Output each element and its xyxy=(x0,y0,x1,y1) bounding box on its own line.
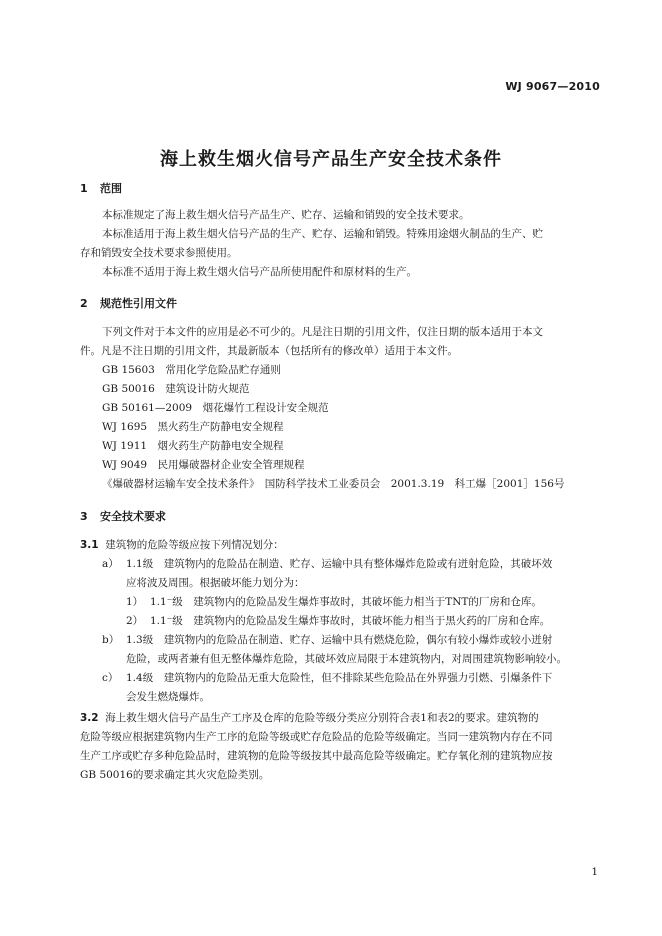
clause-3-1 xyxy=(80,536,284,555)
references-intro-line-2: 件。凡是不注日期的引用文件，其最新版本（包括所有的修改单）适用于本文件。 xyxy=(80,345,458,357)
section-1-title: 范围 xyxy=(100,182,122,195)
reference-item: WJ 9049 民用爆破器材企业安全管理规程 xyxy=(102,459,305,471)
section-1-number: 1 xyxy=(80,182,88,195)
references-intro-line-1: 下列文件对于本文件的应用是必不可少的。凡是注日期的引用文件，仅注日期的版本适用于本文 xyxy=(102,326,543,338)
item-a1-text: 1.1⁻级 建筑物内的危险品发生爆炸事故时，其破坏能力相当于TNT的厂房和仓库。 xyxy=(150,596,542,608)
item-a2-label: 2） xyxy=(126,615,144,627)
item-a-line-1: 1.1级 建筑物内的危险品在制造、贮存、运输中具有整体爆炸危险或有迸射危险，其破坏效 xyxy=(126,558,553,570)
item-b-line-1: 1.3级 建筑物内的危险品在制造、贮存、运输中具有燃烧危险，偶尔有较小爆炸或较小迸射 xyxy=(126,634,553,646)
clause-3-2-line-4: GB 50016的要求确定其火灾危险类别。 xyxy=(80,769,270,781)
reference-item: WJ 1911 烟火药生产防静电安全规程 xyxy=(102,440,284,452)
document-title: 海上救生烟火信号产品生产安全技术条件 xyxy=(160,149,502,170)
clause-3-2-line-3: 生产工序或贮存多种危险品时，建筑物的危险等级按其中最高危险等级确定。贮存氧化剂的建筑物应按 xyxy=(80,750,553,762)
reference-item: GB 50016 建筑设计防火规范 xyxy=(102,383,250,395)
section-3-title: 安全技术要求 xyxy=(100,510,166,523)
item-a2-text: 1.1⁻级 建筑物内的危险品发生爆炸事故时，其破坏能力相当于黑火药的厂房和仓库。 xyxy=(150,615,551,627)
section-2-heading xyxy=(80,295,177,311)
item-b-line-2: 危险，或两者兼有但无整体爆炸危险，其破坏效应局限于本建筑物内，对周围建筑物影响较小。 xyxy=(126,653,567,665)
standard-number: WJ 9067—2010 xyxy=(505,80,600,93)
item-c-label: c） xyxy=(102,672,119,684)
clause-3-2-number: 3.2 xyxy=(80,712,99,724)
clause-3-2-line-1 xyxy=(80,709,539,728)
section-1-heading xyxy=(80,180,122,196)
clause-3-1-number: 3.1 xyxy=(80,539,99,551)
section-3-number: 3 xyxy=(80,510,88,523)
reference-item: GB 50161—2009 烟花爆竹工程设计安全规范 xyxy=(102,402,329,414)
scope-paragraph-2-line-1: 本标准适用于海上救生烟火信号产品的生产、贮存、运输和销毁。特殊用途烟火制品的生产、贮 xyxy=(102,228,543,240)
item-a-label: a） xyxy=(102,558,119,570)
scope-paragraph-2-line-2: 存和销毁安全技术要求参照使用。 xyxy=(80,247,238,259)
reference-item: 《爆破器材运输车安全技术条件》 国防科学技术工业委员会 2001.3.19 科工爆［2001］156号 xyxy=(102,478,565,490)
reference-item: GB 15603 常用化学危险品贮存通则 xyxy=(102,364,281,376)
item-c-line-2: 会发生燃烧爆炸。 xyxy=(126,691,210,703)
section-3-heading xyxy=(80,508,166,524)
page-number: 1 xyxy=(591,866,598,878)
scope-paragraph-3: 本标准不适用于海上救生烟火信号产品所使用配件和原材料的生产。 xyxy=(102,266,417,278)
item-c-line-1: 1.4级 建筑物内的危险品无重大危险性，但不排除某些危险品在外界强力引燃、引爆条件下 xyxy=(126,672,553,684)
reference-item: WJ 1695 黑火药生产防静电安全规程 xyxy=(102,421,284,433)
clause-3-1-text: 建筑物的危险等级应按下列情况划分： xyxy=(105,539,284,551)
scope-paragraph-1: 本标准规定了海上救生烟火信号产品生产、贮存、运输和销毁的安全技术要求。 xyxy=(102,209,470,221)
clause-3-2-line-2: 危险等级应根据建筑物内生产工序的危险等级或贮存危险品的危险等级确定。当同一建筑物内存在不同 xyxy=(80,731,553,743)
clause-3-2-text: 海上救生烟火信号产品生产工序及仓库的危险等级分类应分别符合表1和表2的要求。建筑物的 xyxy=(105,712,539,724)
section-2-number: 2 xyxy=(80,297,88,310)
item-a-line-2: 应将波及周围。根据破坏能力划分为： xyxy=(126,577,305,589)
section-2-title: 规范性引用文件 xyxy=(100,297,177,310)
item-b-label: b） xyxy=(102,634,120,646)
item-a1-label: 1） xyxy=(126,596,144,608)
